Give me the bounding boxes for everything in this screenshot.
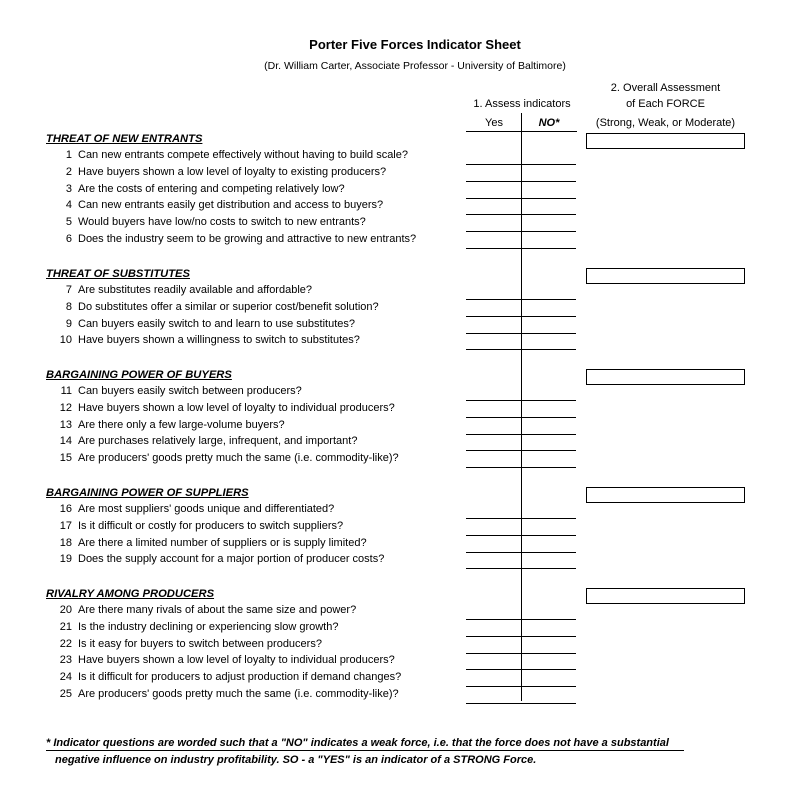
answer-line[interactable] xyxy=(466,434,576,435)
answer-line[interactable] xyxy=(466,198,576,199)
section-title: THREAT OF NEW ENTRANTS xyxy=(46,133,203,145)
question-number: 21 xyxy=(59,620,72,633)
question-number: 8 xyxy=(65,300,72,313)
answer-line[interactable] xyxy=(466,552,576,553)
question-text: Are there a limited number of suppliers or is supply limited? xyxy=(78,536,367,549)
answer-line[interactable] xyxy=(466,568,576,569)
question-number: 15 xyxy=(59,452,72,465)
question-number: 19 xyxy=(59,553,72,566)
footnote-underline xyxy=(46,750,684,751)
question-text: Are the costs of entering and competing relatively low? xyxy=(78,182,345,195)
answer-line[interactable] xyxy=(466,333,576,334)
footnote-line-2: negative influence on industry profitability. SO - a "YES" is an indicator of a STRONG Force. xyxy=(55,754,537,766)
section-title: BARGAINING POWER OF BUYERS xyxy=(46,369,232,381)
question-number: 17 xyxy=(59,519,72,532)
question-text: Are there only a few large-volume buyers? xyxy=(78,418,285,431)
question-text: Is the industry declining or experiencing slow growth? xyxy=(78,620,339,633)
question-text: Do substitutes offer a similar or superior cost/benefit solution? xyxy=(78,300,379,313)
answer-line[interactable] xyxy=(466,535,576,536)
section-title: RIVALRY AMONG PRODUCERS xyxy=(46,588,215,600)
answer-line[interactable] xyxy=(466,686,576,687)
question-number: 20 xyxy=(59,604,72,616)
question-text: Can buyers easily switch to and learn to use substitutes? xyxy=(78,317,355,330)
question-text: Have buyers shown a low level of loyalty to individual producers? xyxy=(78,401,395,414)
answer-line[interactable] xyxy=(466,636,576,637)
answer-line[interactable] xyxy=(466,214,576,215)
overall-assessment-box[interactable] xyxy=(586,268,745,284)
answer-line[interactable] xyxy=(466,349,576,350)
question-text: Have buyers shown a low level of loyalty to existing producers? xyxy=(78,165,387,178)
overall-assessment-box[interactable] xyxy=(586,487,745,503)
assess-indicators-header: 1. Assess indicators xyxy=(473,98,571,110)
question-number: 1 xyxy=(65,149,72,161)
question-text: Is it difficult for producers to adjust production if demand changes? xyxy=(78,671,402,684)
question-text: Can buyers easily switch between producers? xyxy=(78,385,302,397)
question-text: Can new entrants easily get distribution and access to buyers? xyxy=(78,199,384,212)
question-number: 2 xyxy=(65,165,72,178)
answer-line[interactable] xyxy=(466,619,576,620)
question-number: 3 xyxy=(65,182,72,195)
question-text: Would buyers have low/no costs to switch to new entrants? xyxy=(78,216,366,229)
question-number: 23 xyxy=(59,654,72,667)
question-number: 13 xyxy=(59,418,72,431)
question-number: 18 xyxy=(59,536,72,549)
answer-line[interactable] xyxy=(466,316,576,317)
question-number: 25 xyxy=(59,688,72,700)
overall-assessment-header-2: of Each FORCE xyxy=(626,98,705,110)
question-text: Are there many rivals of about the same size and power? xyxy=(78,604,357,616)
question-number: 7 xyxy=(65,284,72,296)
question-text: Have buyers shown a low level of loyalty to individual producers? xyxy=(78,654,395,667)
section-title: BARGAINING POWER OF SUPPLIERS xyxy=(46,487,249,499)
question-text: Are producers' goods pretty much the same (i.e. commodity-like)? xyxy=(78,688,399,700)
question-number: 6 xyxy=(65,233,72,245)
answer-line[interactable] xyxy=(466,248,576,249)
page-subtitle: (Dr. William Carter, Associate Professor - University of Baltimore) xyxy=(264,60,566,72)
overall-assessment-header-3: (Strong, Weak, or Moderate) xyxy=(595,117,736,129)
answer-line[interactable] xyxy=(466,703,576,704)
question-number: 14 xyxy=(59,435,72,448)
overall-assessment-box[interactable] xyxy=(586,133,745,149)
question-text: Does the supply account for a major portion of producer costs? xyxy=(78,553,385,566)
question-number: 9 xyxy=(65,317,72,330)
question-text: Does the industry seem to be growing and attractive to new entrants? xyxy=(78,233,417,245)
footnote-line-1: * Indicator questions are worded such that a "NO" indicates a weak force, i.e. that the force does not have a substantial xyxy=(46,737,669,749)
question-number: 10 xyxy=(59,334,72,347)
question-number: 24 xyxy=(59,671,72,684)
question-number: 12 xyxy=(59,401,72,414)
answer-line[interactable] xyxy=(466,417,576,418)
question-text: Are most suppliers' goods unique and differentiated? xyxy=(78,503,335,515)
question-text: Can new entrants compete effectively without having to build scale? xyxy=(78,149,408,161)
overall-assessment-box[interactable] xyxy=(586,588,745,604)
answer-line[interactable] xyxy=(466,164,576,165)
answer-line[interactable] xyxy=(466,450,576,451)
no-column-header: NO* xyxy=(538,117,560,129)
question-text: Is it difficult or costly for producers to switch suppliers? xyxy=(78,519,344,532)
overall-assessment-box[interactable] xyxy=(586,369,745,385)
question-text: Are producers' goods pretty much the same (i.e. commodity-like)? xyxy=(78,452,399,465)
question-text: Is it easy for buyers to switch between producers? xyxy=(78,637,322,650)
answer-line[interactable] xyxy=(466,299,576,300)
page-title: Porter Five Forces Indicator Sheet xyxy=(309,37,521,52)
section-title: THREAT OF SUBSTITUTES xyxy=(46,268,190,280)
overall-assessment-header-1: 2. Overall Assessment xyxy=(610,82,721,94)
answer-line[interactable] xyxy=(466,467,576,468)
question-text: Have buyers shown a willingness to switch to substitutes? xyxy=(78,334,360,347)
question-number: 11 xyxy=(60,385,72,397)
answer-line[interactable] xyxy=(466,653,576,654)
yes-column-header: Yes xyxy=(485,117,503,129)
question-number: 5 xyxy=(65,216,72,229)
answer-line[interactable] xyxy=(466,400,576,401)
answer-line[interactable] xyxy=(466,669,576,670)
question-number: 22 xyxy=(59,637,72,650)
yes-no-divider xyxy=(521,113,522,701)
answer-line[interactable] xyxy=(466,518,576,519)
question-text: Are purchases relatively large, infrequent, and important? xyxy=(78,435,358,448)
answer-line[interactable] xyxy=(466,181,576,182)
question-number: 4 xyxy=(65,199,72,212)
answer-line[interactable] xyxy=(466,231,576,232)
question-number: 16 xyxy=(59,503,72,515)
question-text: Are substitutes readily available and affordable? xyxy=(78,284,313,296)
